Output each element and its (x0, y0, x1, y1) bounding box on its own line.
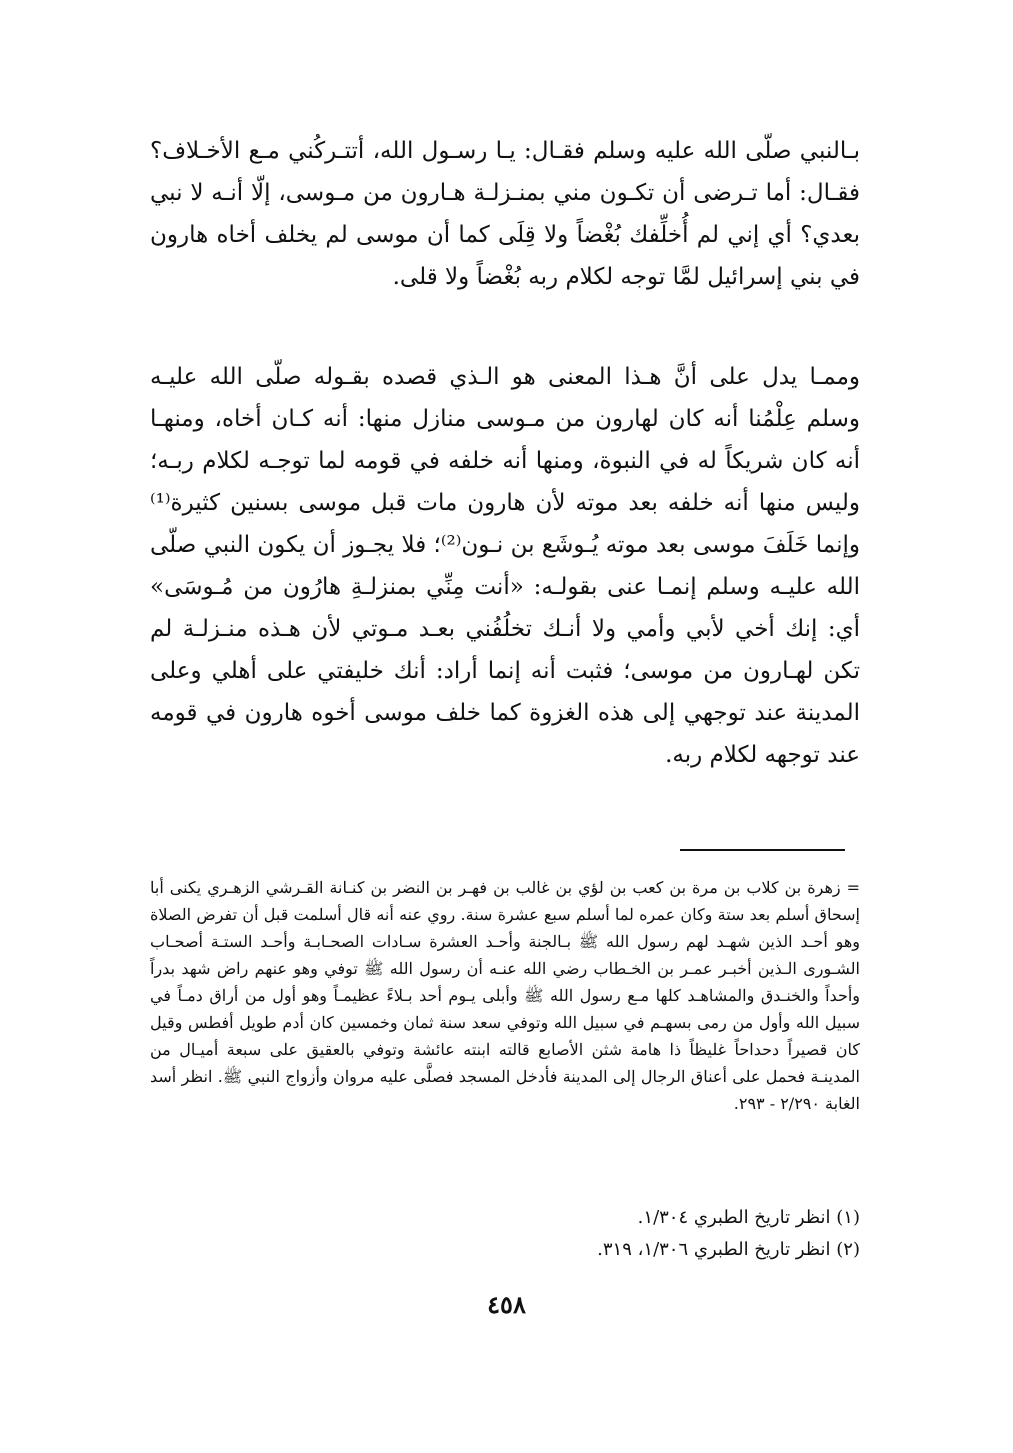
footnote-separator (680, 849, 845, 851)
footnotes-list (150, 1202, 860, 1266)
footnote-continuation-text: = زهرة بن كلاب بن مرة بن كعب بن لؤي بن غالب بن فهـر بن النضر بن كنـانة القـرشي الزهـري يكنى أبا إسحاق أسلم بعد ستة وكان عمره لما أسلم سبع عشرة سنة. روي عنه أنه قال أسلمت قبل أن تفرض الصلاة وهو أحـد الذين شهـد لهم رسول الله ﷺ بـالجنة وأحـد العشرة سـادات الصحـابـة وأحـد الستـة أصحـاب الشـورى الـذين أخبـر عمـر بن الخـطاب رضي الله عنـه أن رسول الله ﷺ توفي وهو عنهم راض شهد بدراً وأحداً والخنـدق والمشاهـد كلها مـع رسول الله ﷺ وأبلى يـوم أحد بـلاءً عظيمـاً وهو أول من أراق دمـاً في سبيل الله وأول من رمى بسهـم في سبيل الله وتوفي سعد سنة ثمان وخمسين كان أدم طويل أفطس وقيل كان قصيراً دحداحاً غليظاً ذا هامة شثن الأصابع قالته ابنته عائشة وتوفي بالعقيق على سبعة أميـال من المدينـة فحمل على أعناق الرجال إلى المدينة فأدخل المسجد فصلَّى عليه مروان وأزواج النبي ﷺ. انظر أسد الغابة ٢/٢٩٠ - ٢٩٣. (150, 878, 861, 1113)
paragraph-2: وممـا يدل على أنَّ هـذا المعنى هو الـذي قصده بقـوله صلّى الله عليـه وسلم عِلْمُنا أنه كان لهارون من مـوسى منازل منها: أنه كـان أخاه، ومنهـا أنه كان شريكاً له في النبوة، ومنها أنه خلفه في قومه لما توجـه لكلام ربـه؛ وليس منها أنه خلفه بعد موته لأن هارون مات قبل موسى بسنين كثيرة⁽¹⁾ وإنما خَلَفَ موسى بعد موته يُـوشَع بن نـون⁽²⁾؛ فلا يجـوز أن يكون النبي صلّى الله عليـه وسلم إنمـا عنى بقولـه: «أنت مِنِّي بمنزلـةِ هارُون من مُـوسَى» أي: إنك أخي لأبي وأمي ولا أنـك تخلُفُني بعـد مـوتي لأن هـذه منـزلـة لم تكن لهـارون من موسى؛ فثبت أنه إنما أراد: أنك خليفتي على أهلي وعلى المدينة عند توجهي إلى هذه الغزوة كما خلف موسى أخوه هارون في قومه عند توجهه لكلام ربه. (150, 364, 860, 768)
footnote-2: (٢) انظر تاريخ الطبري ١/٣٠٦، ٣١٩. (597, 1239, 860, 1260)
page-number: ٤٥٨ (487, 1290, 526, 1319)
paragraph-1: بـالنبي صلّى الله عليه وسلم فقـال: يـا رسـول الله، أتتـركُني مـع الأخـلاف؟ فقـال: أما تـرضى أن تكـون مني بمنـزلـة هـارون من مـوسى، إلّا أنـه لا نبي بعدي؟ أي إني لم أُخلِّفك بُغْضاً ولا قِلَى كما أن موسى لم يخلف أخاه هارون في بني إسرائيل لمَّا توجه لكلام ربه بُغْضاً ولا قلى. (150, 138, 860, 290)
footnote-continuation (150, 874, 860, 1117)
footnote-1: (١) انظر تاريخ الطبري ١/٣٠٤. (637, 1207, 860, 1228)
